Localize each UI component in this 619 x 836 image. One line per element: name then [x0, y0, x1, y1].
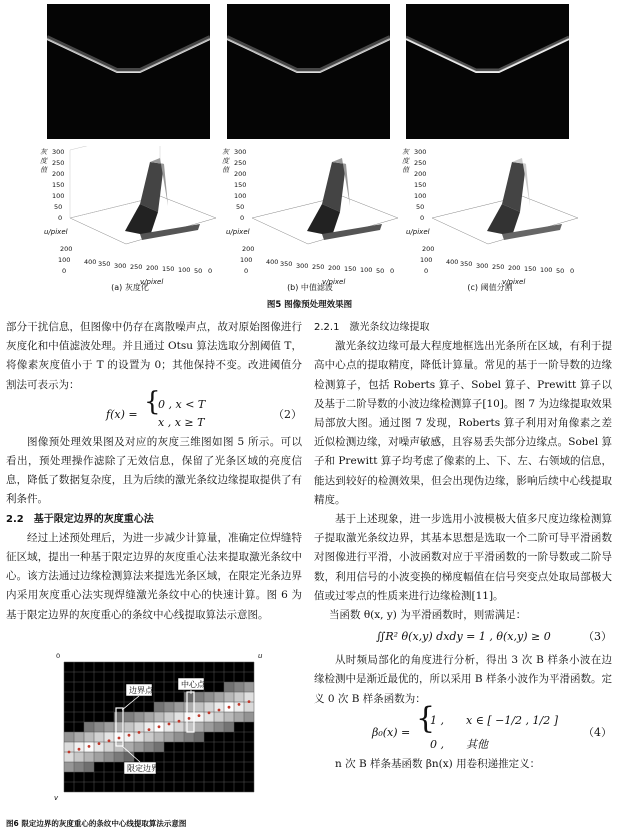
grid-cell — [124, 742, 134, 752]
svg-text:150: 150 — [234, 181, 247, 189]
svg-text:0: 0 — [240, 214, 245, 222]
grid-cell — [244, 682, 254, 692]
svg-text:300: 300 — [296, 262, 309, 270]
svg-text:200: 200 — [508, 264, 521, 272]
paragraph: 经过上述预处理后，为进一步减少计算量，准确定位焊缝特征区域，提出一种基于限定边界的灰度重心法来提取激光条纹中心。该方法通过边缘检测算法来提选光条区域，在限定光条边界内采用灰度重心法实现焊缝激光条纹中心的快速计算。图 6 为基于限定边界的灰度重心的条纹中心线提取算法示意图。 — [6, 531, 302, 621]
svg-text:100: 100 — [240, 256, 253, 264]
grid-cell — [224, 712, 234, 722]
grid-cell — [94, 752, 104, 762]
equation-3: ∬R² θ(x,y) dxdy = 1 , θ(x,y) ≥ 0 （3） — [376, 630, 612, 644]
center-point — [158, 725, 161, 728]
grid-cell — [144, 732, 154, 742]
z-axis-label: 灰 — [40, 148, 47, 156]
fig5-plot-b — [222, 146, 400, 286]
svg-text:0: 0 — [420, 214, 425, 222]
grid-cell — [104, 742, 114, 752]
label-boundary-point: 边界点 — [129, 686, 153, 695]
svg-text:v/pixel: v/pixel — [140, 278, 164, 286]
gray-3d-plot-a — [40, 146, 218, 286]
center-point — [198, 714, 201, 717]
grid-cell — [84, 762, 94, 772]
svg-text:150: 150 — [524, 265, 537, 273]
center-point — [148, 728, 151, 731]
grid-cell — [214, 712, 224, 722]
grid-cell — [214, 692, 224, 702]
svg-text:150: 150 — [162, 265, 175, 273]
svg-text:200: 200 — [234, 170, 247, 178]
svg-text:300: 300 — [114, 262, 127, 270]
svg-text:u/pixel: u/pixel — [226, 228, 250, 236]
grid-cell — [194, 732, 204, 742]
svg-text:250: 250 — [492, 263, 505, 271]
fig5-image-median-filter — [227, 4, 390, 139]
paragraph: 激光条纹边缘可最大程度地框选出光条所在区域，有利于提高中心点的提取精度，降低计算量。常见的基于一阶导数的边缘检测算子，包括 Roberts 算子、Sobel 算子、Prewitt 算子以及基于二阶导数的小波边缘检测算子[10]。图 7 为边缘提取效果局部放大图。通过图 7 发现，Roberts 算子利用对角像素之差近似检测边缘，对噪声敏感，且容易丢失部分边缘点。Sobel 算子和 Prewitt 算子均考虑了像素的上、下、左、右领域的信息，能达到较好的检测效果，但会出现伪边缘，影响后续中心线提取精度。 — [314, 340, 612, 506]
grid-cell — [94, 722, 104, 732]
svg-text:200: 200 — [422, 245, 435, 253]
svg-text:250: 250 — [234, 159, 247, 167]
grid-cell — [134, 742, 144, 752]
fig5-caption-c: (c) 阈值分割 — [467, 283, 513, 292]
fig6-caption: 图6 限定边界的灰度重心的条纹中心线提取算法示意图 — [6, 819, 187, 828]
center-point — [228, 706, 231, 709]
fig5-caption-a: (a) 灰度化 — [111, 283, 149, 292]
svg-text:200: 200 — [60, 245, 73, 253]
svg-text:值: 值 — [40, 166, 47, 174]
svg-text:值: 值 — [222, 166, 229, 174]
fig5-caption: 图5 图像预处理效果图 — [266, 300, 353, 310]
grid-cell — [184, 722, 194, 732]
center-point — [98, 742, 101, 745]
svg-text:0: 0 — [570, 267, 575, 275]
center-point — [88, 745, 91, 748]
grid-cell — [154, 712, 164, 722]
svg-text:v: v — [54, 794, 59, 802]
svg-text:u/pixel: u/pixel — [406, 228, 430, 236]
center-point — [78, 748, 81, 751]
grid-cell — [144, 742, 154, 752]
svg-text:150: 150 — [52, 181, 65, 189]
grid-cell — [204, 722, 214, 732]
svg-text:0: 0 — [208, 267, 213, 275]
grid-cell — [184, 702, 194, 712]
grid-cell — [164, 732, 174, 742]
grid-cell — [104, 722, 114, 732]
grid-cell — [234, 692, 244, 702]
center-point — [238, 703, 241, 706]
svg-text:100: 100 — [178, 266, 191, 274]
grid-cell — [64, 762, 74, 772]
left-column — [6, 318, 302, 625]
grid-cell — [74, 752, 84, 762]
grid-cell — [124, 752, 134, 762]
grid-cell — [244, 702, 254, 712]
fig5-plot-c — [402, 146, 580, 286]
paragraph: 当函数 θ(x, y) 为平滑函数时，则需满足： — [329, 609, 527, 622]
center-point — [68, 751, 71, 754]
grid-cell — [154, 732, 164, 742]
grid-cell — [134, 712, 144, 722]
grid-cell — [84, 722, 94, 732]
grid-cell — [154, 702, 164, 712]
center-point — [108, 739, 111, 742]
svg-text:值: 值 — [402, 166, 409, 174]
grid-cell — [184, 692, 194, 702]
svg-text:100: 100 — [420, 256, 433, 264]
gray-3d-plot-b — [222, 146, 400, 286]
fig5-image-grayscale — [47, 4, 210, 139]
svg-text:灰: 灰 — [402, 148, 409, 156]
grid-cell — [124, 732, 134, 742]
grid-cell — [194, 722, 204, 732]
svg-text:300: 300 — [476, 262, 489, 270]
fig5-image-threshold — [406, 4, 569, 139]
svg-text:度: 度 — [40, 157, 47, 165]
center-point — [178, 720, 181, 723]
svg-text:u/pixel: u/pixel — [44, 228, 68, 236]
paragraph: 从时频局部化的角度进行分析，得出 3 次 B 样条小波在边缘检测中是渐近最优的，所以采用 B 样条小波作为平滑函数。定义 0 次 B 样条函数为： — [314, 654, 612, 705]
grid-cell — [134, 722, 144, 732]
svg-text:350: 350 — [460, 260, 473, 268]
svg-text:300: 300 — [234, 148, 247, 156]
svg-text:100: 100 — [360, 266, 373, 274]
center-point — [138, 731, 141, 734]
right-column — [314, 318, 612, 774]
label-bounded-boundary: 限定边界 — [127, 764, 159, 773]
grid-cell — [214, 722, 224, 732]
svg-text:250: 250 — [130, 263, 143, 271]
center-point — [218, 709, 221, 712]
svg-text:250: 250 — [414, 159, 427, 167]
grid-cell — [84, 732, 94, 742]
svg-text:100: 100 — [234, 192, 247, 200]
center-point — [168, 723, 171, 726]
svg-text:250: 250 — [52, 159, 65, 167]
center-point — [188, 717, 191, 720]
svg-text:200: 200 — [52, 170, 65, 178]
grid-cell — [204, 692, 214, 702]
svg-text:v/pixel: v/pixel — [322, 278, 346, 286]
fig5-caption-b: (b) 中值滤波 — [287, 283, 333, 292]
svg-text:100: 100 — [58, 256, 71, 264]
grid-cell — [174, 702, 184, 712]
svg-text:400: 400 — [446, 258, 459, 266]
grid-cell — [204, 702, 214, 712]
fig6-diagram — [52, 650, 272, 805]
svg-text:0: 0 — [56, 652, 61, 660]
svg-text:0: 0 — [58, 214, 63, 222]
grid-cell — [114, 752, 124, 762]
svg-text:200: 200 — [146, 264, 159, 272]
paragraph: 部分干扰信息，但图像中仍存在离散噪声点，故对原始图像进行灰度化和中值滤波处理。并且通过 Otsu 算法选取分割阈值 T，将像素灰度值小于 T 的设置为 0；其他保持不变。改进阈值分割法可表示为： — [6, 321, 302, 391]
grid-cell — [184, 712, 194, 722]
grid-cell — [224, 722, 234, 732]
grid-cell — [84, 752, 94, 762]
gray-3d-plot-c — [402, 146, 580, 286]
grid-cell — [64, 732, 74, 742]
svg-text:150: 150 — [344, 265, 357, 273]
equation-2: f(x) = { 0 , x < T x , x ≥ T （2） — [106, 386, 302, 429]
grid-cell — [74, 732, 84, 742]
svg-text:0: 0 — [62, 267, 67, 275]
grid-cell — [224, 692, 234, 702]
paragraph: n 次 B 样条基函数 βn(x) 用卷积递推定义： — [335, 757, 541, 770]
grid-cell — [94, 732, 104, 742]
svg-text:350: 350 — [98, 260, 111, 268]
fig5-plot-a — [40, 146, 218, 286]
grid-cell — [164, 712, 174, 722]
section-heading-2-2: 2.2 基于限定边界的灰度重心法 — [6, 513, 154, 525]
grid-cell — [224, 682, 234, 692]
center-point — [208, 711, 211, 714]
svg-text:50: 50 — [236, 203, 245, 211]
svg-text:350: 350 — [280, 260, 293, 268]
grid-cell — [194, 702, 204, 712]
paragraph: 基于上述现象，进一步选用小波模极大值多尺度边缘检测算子提取激光条纹边界，其基本思想是选取一个二阶可导平滑函数对图像进行平滑，小波函数对应于平滑函数的一阶导数或二阶导数，利用信号的小波变换的梯度幅值在信号突变点处取局部极大值或过零点的性质来进行边缘检测[11]。 — [314, 513, 612, 602]
grid-cell — [194, 712, 204, 722]
svg-text:度: 度 — [402, 157, 409, 165]
center-point — [248, 700, 251, 703]
svg-text:250: 250 — [312, 263, 325, 271]
grid-cell — [64, 742, 74, 752]
fig6-grid-illustration — [52, 650, 272, 805]
center-point — [118, 737, 121, 740]
grid-cell — [234, 682, 244, 692]
grid-cell — [194, 692, 204, 702]
svg-text:400: 400 — [84, 258, 97, 266]
svg-text:400: 400 — [266, 258, 279, 266]
svg-text:50: 50 — [54, 203, 63, 211]
svg-text:50: 50 — [376, 267, 385, 275]
grid-cell — [124, 722, 134, 732]
svg-text:0: 0 — [244, 267, 249, 275]
grid-cell — [184, 732, 194, 742]
grid-cell — [234, 712, 244, 722]
svg-text:100: 100 — [52, 192, 65, 200]
grid-cell — [104, 752, 114, 762]
svg-text:200: 200 — [242, 245, 255, 253]
section-heading-2-2-1: 2.2.1 激光条纹边缘提取 — [314, 322, 430, 333]
svg-text:200: 200 — [414, 170, 427, 178]
svg-text:50: 50 — [416, 203, 425, 211]
svg-text:0: 0 — [390, 267, 395, 275]
grid-cell — [174, 732, 184, 742]
svg-text:0: 0 — [424, 267, 429, 275]
grid-cell — [154, 742, 164, 752]
svg-text:50: 50 — [194, 267, 203, 275]
svg-text:50: 50 — [556, 267, 565, 275]
svg-text:300: 300 — [414, 148, 427, 156]
equation-4: β₀(x) = { 1 , x ∈ [ −1/2 , 1/2 ] 0 , 其他 （4） — [372, 700, 612, 751]
svg-text:100: 100 — [414, 192, 427, 200]
grid-cell — [144, 712, 154, 722]
label-center-point: 中心点 — [181, 680, 205, 689]
grid-cell — [74, 762, 84, 772]
grid-cell — [174, 722, 184, 732]
grid-cell — [164, 702, 174, 712]
svg-text:300: 300 — [52, 148, 65, 156]
paragraph: 图像预处理效果图及对应的灰度三维图如图 5 所示。可以看出，预处理操作滤除了无效信息，保留了光条区域的亮度信息，降低了数据复杂度，且为后续的激光条纹边缘提取提供了有利条件。 — [6, 435, 302, 506]
grid-cell — [124, 712, 134, 722]
svg-text:100: 100 — [540, 266, 553, 274]
grid-cell — [64, 752, 74, 762]
svg-text:度: 度 — [222, 157, 229, 165]
svg-text:u: u — [258, 652, 263, 660]
svg-text:v/pixel: v/pixel — [502, 278, 526, 286]
center-point — [128, 734, 131, 737]
grid-cell — [244, 712, 254, 722]
svg-text:灰: 灰 — [222, 148, 229, 156]
svg-text:150: 150 — [414, 181, 427, 189]
svg-text:200: 200 — [328, 264, 341, 272]
